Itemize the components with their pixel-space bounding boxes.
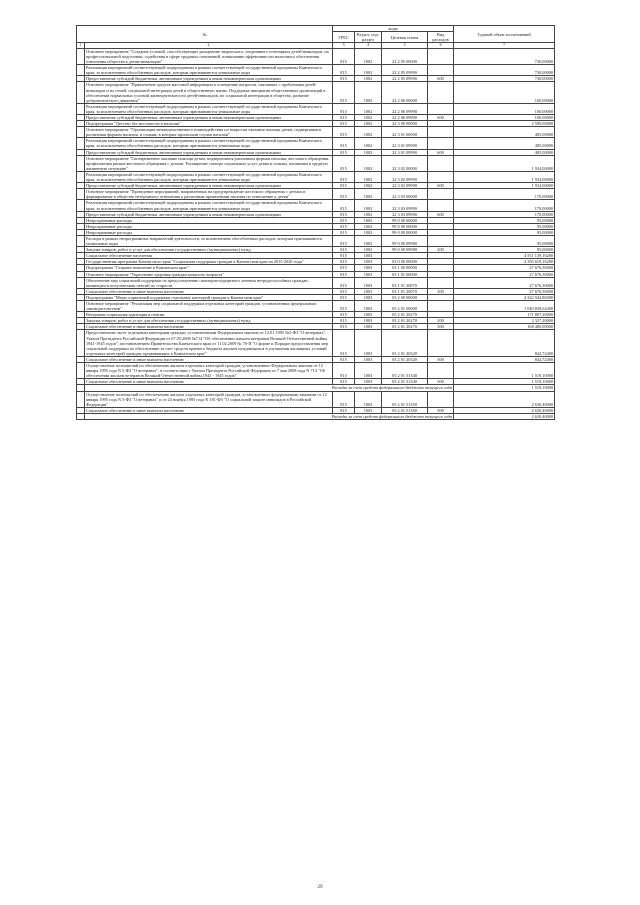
grbs-cell: 815 (333, 277, 355, 288)
item-name-cell: Предоставление субсидий бюджетным, автономным учреждениям и иным некоммерческим организациям (85, 115, 333, 121)
row-number-cell (77, 235, 85, 246)
vid-cell: 600 (428, 183, 454, 189)
razdel-cell: 1002 (355, 65, 382, 76)
table-row (77, 155, 555, 171)
table-row (77, 82, 555, 103)
target-cell: 03 2 01 51340 (382, 379, 428, 385)
target-cell: 22 2 06 09990 (382, 103, 428, 114)
amount-cell: 95,00000 (454, 235, 555, 246)
target-cell: 22 3 01 09990 (382, 149, 428, 155)
vid-cell (428, 155, 454, 171)
table-row (77, 330, 555, 356)
amount-cell: 170,00000 (454, 189, 555, 200)
header-razdel: Раздел, под-раздел (355, 32, 382, 43)
table-row (77, 65, 555, 76)
header-grbs: ГРБС (333, 32, 355, 43)
col-number: 3 (333, 43, 355, 49)
target-cell: 22 2 05 09990 (382, 76, 428, 82)
item-name-cell: Социальное обеспечение и иные выплаты населению (85, 324, 333, 330)
razdel-cell: 1002 (355, 211, 382, 217)
item-name-cell: Непрограммные расходы (85, 223, 333, 229)
grbs-cell: 815 (333, 200, 355, 211)
row-number-cell (77, 82, 85, 103)
target-cell: 03 2 01 51350 (382, 391, 428, 407)
razdel-cell: 1002 (355, 82, 382, 103)
vid-cell (428, 235, 454, 246)
grbs-cell: 815 (333, 189, 355, 200)
item-name-cell: Реализация мероприятий соответствующей подпрограммы в рамках соответствующей государственной программы Камчатского края, за исключением обособленных расходов, которым присваиваются уникальные коды (85, 200, 333, 211)
target-cell: 22 3 03 09990 (382, 200, 428, 211)
row-number-cell (77, 277, 85, 288)
item-name-cell: Государственная программа Камчатского края "Социальная поддержка граждан в Камчатском крае на 2015-2020 годы" (85, 259, 333, 265)
item-name-cell: Реализация мероприятий соответствующей подпрограммы в рамках соответствующей государственной программы Камчатского края, за исключением обособленных расходов, которым присваиваются уникальные коды (85, 138, 333, 149)
amount-cell: 95,00000 (454, 229, 555, 235)
grbs-cell: 815 (333, 121, 355, 127)
item-name-cell: Социальное обеспечение и иные выплаты населению (85, 379, 333, 385)
grbs-cell: 815 (333, 48, 355, 64)
razdel-cell: 1002 (355, 171, 382, 182)
target-cell: 22 2 05 00000 (382, 48, 428, 64)
amount-cell: 4 322 942,86580 (454, 294, 555, 300)
target-cell: 03 2 01 20320 (382, 330, 428, 356)
grbs-cell: 815 (333, 363, 355, 379)
grbs-cell: 815 (333, 229, 355, 235)
vid-cell (428, 171, 454, 182)
item-name-cell: Предоставление льгот отдельным категориям граждан, установленным Федеральным законом от 12.01.1995 №5-ФЗ "О ветеранах", Указом Президента Российской Федерации от 07.05.2008 №714 "Об обеспечении жильем ветеранов Великой Отечественной войны 1941-1945 годов", постановлением Правительства Камчатского края от 11.02.2009 № 70-П "О форме и Порядке предоставления мер социальной поддержки по обеспечению за счет средств краевого бюджета жильем нуждающихся в улучшении жилищных условий отдельных категорий граждан, проживающих в Камчатском крае" (85, 330, 333, 356)
vid-cell (428, 82, 454, 103)
budget-table-page (76, 25, 554, 420)
razdel-cell: 1002 (355, 183, 382, 189)
grbs-cell: 815 (333, 76, 355, 82)
target-cell: 03 1 01 20070 (382, 288, 428, 294)
table-row (77, 127, 555, 138)
item-name-cell: Ветеранам социальная адаптация в пенсии (85, 312, 333, 318)
amount-cell: 485,00000 (454, 149, 555, 155)
row-number-cell (77, 48, 85, 64)
target-cell: 22 3 02 00000 (382, 155, 428, 171)
col-number: 5 (382, 43, 428, 49)
header-amount: Годовой объем ассигнований (454, 26, 555, 43)
item-name-cell: Подпрограмма "Меры социальной поддержки отдельных категорий граждан в Камчатском крае" (85, 294, 333, 300)
amount-cell: 1 934,00000 (454, 171, 555, 182)
razdel-cell: 1002 (355, 200, 382, 211)
amount-cell: 4 551 139,16280 (454, 253, 555, 259)
item-name-cell: Предоставление субсидий бюджетным, автономным учреждениям и иным некоммерческим организациям (85, 183, 333, 189)
target-cell: 03 2 01 51350 (382, 407, 428, 413)
grbs-cell: 815 (333, 65, 355, 76)
table-row (77, 103, 555, 114)
item-name-cell: Предоставление субсидий бюджетным, автономным учреждениям и иным некоммерческим организациям (85, 76, 333, 82)
target-cell: 22 2 06 09990 (382, 115, 428, 121)
table-row (77, 138, 555, 149)
grbs-cell: 815 (333, 155, 355, 171)
target-cell: 99 0 00 09980 (382, 247, 428, 253)
target-cell: 22 3 02 09990 (382, 171, 428, 182)
grbs-cell: 815 (333, 235, 355, 246)
amount-cell: 168 480,00000 (454, 324, 555, 330)
table-row (77, 277, 555, 288)
target-cell: 99 0 00 00000 (382, 223, 428, 229)
grbs-cell: 815 (333, 271, 355, 277)
grbs-cell: 815 (333, 253, 355, 259)
razdel-cell: 1002 (355, 235, 382, 246)
table-row (77, 363, 555, 379)
item-name-cell: Основное мероприятие "Укрепление здоровья граждан пожилого возраста" (85, 271, 333, 277)
table-row (77, 48, 555, 64)
razdel-cell: 1002 (355, 138, 382, 149)
item-name-cell: Обеспечение мер социальной поддержки по предоставлению санаторно-курортного лечения нетрудоспособных граждан, являющихся получателями пенсий по старости (85, 277, 333, 288)
grbs-cell: 815 (333, 171, 355, 182)
table-body (77, 48, 555, 419)
vid-cell (428, 65, 454, 76)
razdel-cell: 1002 (355, 217, 382, 223)
item-name-cell: Основное мероприятие "Проведение мероприятий, направленных на предупреждение жестокого обращения с детьми и формирование в обществе нетерпимого отношения к различным проявлениям насилия по отношению к детям" (85, 189, 333, 200)
item-name-cell: Реализация мероприятий соответствующей подпрограммы в рамках соответствующей государственной программы Камчатского края, за исключением обособленных расходов, которым присваиваются уникальные коды (85, 65, 333, 76)
table-row (77, 189, 555, 200)
item-name-cell: Непрограммные расходы (85, 217, 333, 223)
page-number: 29 (317, 885, 323, 890)
grbs-cell: 815 (333, 301, 355, 312)
vid-cell (428, 189, 454, 200)
amount-cell: 842,72400 (454, 356, 555, 362)
item-name-cell: Расходы в рамках непрограммных направлений деятельности, за исключением обособленных расходов, которым присваиваются уникальные коды (85, 235, 333, 246)
amount-cell: 95,00000 (454, 223, 555, 229)
item-name-cell: Реализация мероприятий соответствующей подпрограммы в рамках соответствующей государственной программы Камчатского края, за исключением обособленных расходов, которым присваиваются уникальные коды (85, 103, 333, 114)
razdel-cell: 1003 (355, 363, 382, 379)
target-cell: 03 2 01 20320 (382, 356, 428, 362)
amount-cell: 842,72400 (454, 330, 555, 356)
razdel-cell: 1002 (355, 229, 382, 235)
amount-cell: 100,00000 (454, 115, 555, 121)
target-cell: 22 3 01 00000 (382, 127, 428, 138)
item-name-cell: Основное мероприятие "Своевременное оказание помощи детям, подвергшимся различным формам насилия, жестокого обращения, профилактика рисков жестокого обращения с детьми. Расширение спектра социальных услуг детям и семьям, попавшим в трудную жизненную ситуацию" (85, 155, 333, 171)
razdel-cell: 1002 (355, 155, 382, 171)
item-name-cell: Непрограммные расходы (85, 229, 333, 235)
vid-cell (428, 138, 454, 149)
grbs-cell: 815 (333, 356, 355, 362)
target-cell: 22 3 03 09990 (382, 211, 428, 217)
amount-cell: 95,00000 (454, 247, 555, 253)
item-name-cell: Основное мероприятие "Реализация мер социальной поддержки отдельных категорий граждан, установленных федеральным законодательством" (85, 301, 333, 312)
table-row (77, 235, 555, 246)
item-name-cell: Реализация мероприятий соответствующей подпрограммы в рамках соответствующей государственной программы Камчатского края, за исключением обособленных расходов, которым присваиваются уникальные коды (85, 171, 333, 182)
amount-cell: 171 807,20000 (454, 312, 555, 318)
grbs-cell: 815 (333, 324, 355, 330)
grbs-cell: 815 (333, 407, 355, 413)
row-number-cell (77, 330, 85, 356)
razdel-cell: 1003 (355, 288, 382, 294)
row-number-cell (77, 200, 85, 211)
vid-cell: 300 (428, 288, 454, 294)
razdel-cell: 1002 (355, 127, 382, 138)
table-header (77, 26, 555, 49)
amount-cell: 1 519,10000 (454, 379, 555, 385)
item-name-cell: Основное мероприятие "Создание условий, способствующих раскрытию творческого, спортивного потенциала детей-инвалидов, их профессиональной подготовки, содействия в сфере трудовых отношений, повышению эффективности налогового обеспечения отношения общества к детям-инвалидам" (85, 48, 333, 64)
grbs-cell: 815 (333, 259, 355, 265)
row-number-cell (77, 138, 85, 149)
vid-cell: 600 (428, 76, 454, 82)
amount-cell: 2 630,40000 (454, 413, 555, 419)
col-number: 4 (355, 43, 382, 49)
table-row (77, 391, 555, 407)
grbs-cell: 815 (333, 379, 355, 385)
razdel-cell: 1003 (355, 294, 382, 300)
col-number: 7 (454, 43, 555, 49)
item-name-cell: Подпрограмма "Старшее поколение в Камчатском крае" (85, 265, 333, 271)
budget-table (76, 25, 555, 420)
amount-cell: 2 630,40000 (454, 391, 555, 407)
vid-cell: 300 (428, 324, 454, 330)
grbs-cell: 815 (333, 149, 355, 155)
note-cell: Расходы за счет средств федерального бюджета текущего года (85, 413, 454, 419)
target-cell: 03 2 00 00000 (382, 294, 428, 300)
item-name-cell: Закупка товаров, работ и услуг для обеспечения государственных (муниципальных) нужд (85, 247, 333, 253)
razdel-cell: 1003 (355, 259, 382, 265)
target-cell: 03 2 01 20270 (382, 324, 428, 330)
razdel-cell: 1003 (355, 312, 382, 318)
grbs-cell: 815 (333, 103, 355, 114)
razdel-cell: 1003 (355, 277, 382, 288)
grbs-cell: 815 (333, 82, 355, 103)
amount-cell: 1 040 838,02400 (454, 301, 555, 312)
item-name-cell: Осуществление полномочий по обеспечению жильем отдельных категорий граждан, установленных федеральными законами от 12 января 1995 года N 5-ФЗ "О ветеранах" и от 24 ноября 1995 года N 181-ФЗ "О социальной защите инвалидов в Российской Федерации" (85, 391, 333, 407)
vid-cell (428, 103, 454, 114)
table-note-row (77, 413, 555, 419)
amount-cell: 1 934,00000 (454, 155, 555, 171)
grbs-cell: 815 (333, 183, 355, 189)
target-cell: 22 2 05 09990 (382, 65, 428, 76)
vid-cell (428, 127, 454, 138)
grbs-cell: 815 (333, 288, 355, 294)
header-codes-group: коды (333, 26, 454, 32)
target-cell: 03 0 00 00000 (382, 259, 428, 265)
amount-cell: 485,00000 (454, 138, 555, 149)
target-cell: 22 2 06 00000 (382, 82, 428, 103)
razdel-cell: 1003 (355, 318, 382, 324)
table-row (77, 200, 555, 211)
target-cell: 03 1 01 20070 (382, 277, 428, 288)
amount-cell: 4 350 619,16280 (454, 259, 555, 265)
razdel-cell: 1002 (355, 189, 382, 200)
header-target: Целевая статья (382, 32, 428, 43)
vid-cell (428, 200, 454, 211)
target-cell: 22 3 00 00000 (382, 121, 428, 127)
amount-cell: 1 519,10000 (454, 385, 555, 391)
razdel-cell: 1002 (355, 103, 382, 114)
razdel-cell: 1003 (355, 253, 382, 259)
razdel-cell: 1002 (355, 149, 382, 155)
razdel-cell: 1003 (355, 265, 382, 271)
vid-cell: 300 (428, 379, 454, 385)
razdel-cell: 1002 (355, 247, 382, 253)
target-cell: 03 1 00 00000 (382, 265, 428, 271)
grbs-cell: 815 (333, 115, 355, 121)
razdel-cell: 1003 (355, 379, 382, 385)
target-cell: 99 0 00 09980 (382, 235, 428, 246)
target-cell: 03 2 01 00000 (382, 301, 428, 312)
amount-cell: 27 676,30000 (454, 271, 555, 277)
target-cell: 99 0 00 00000 (382, 217, 428, 223)
razdel-cell: 1003 (355, 324, 382, 330)
amount-cell: 2 327,20000 (454, 318, 555, 324)
amount-cell: 1 934,00000 (454, 183, 555, 189)
grbs-cell: 815 (333, 265, 355, 271)
row-number-cell (77, 155, 85, 171)
item-name-cell: Основное мероприятие "Организация межведомственного взаимодействия по вопросам оказания помощи детям, подвергшимся различным формам насилия, и семьям, в которых произошли случаи насилия" (85, 127, 333, 138)
item-name-cell: Предоставление субсидий бюджетным, автономным учреждениям и иным некоммерческим организациям (85, 149, 333, 155)
razdel-cell: 1002 (355, 48, 382, 64)
grbs-cell: 815 (333, 247, 355, 253)
target-cell: 22 3 02 09990 (382, 183, 428, 189)
row-number-cell (77, 171, 85, 182)
target-cell: 03 1 01 00000 (382, 271, 428, 277)
row-number-cell (77, 391, 85, 407)
razdel-cell: 1003 (355, 271, 382, 277)
grbs-cell: 815 (333, 330, 355, 356)
row-number-cell (77, 103, 85, 114)
table-row (77, 171, 555, 182)
razdel-cell: 1003 (355, 301, 382, 312)
amount-cell: 2 630,40000 (454, 407, 555, 413)
razdel-cell: 1002 (355, 76, 382, 82)
table-row (77, 301, 555, 312)
razdel-cell: 1003 (355, 356, 382, 362)
grbs-cell: 815 (333, 211, 355, 217)
razdel-cell: 1002 (355, 121, 382, 127)
row-number-cell (77, 363, 85, 379)
vid-cell: 600 (428, 149, 454, 155)
vid-cell: 300 (428, 356, 454, 362)
grbs-cell: 815 (333, 138, 355, 149)
col-number: 6 (428, 43, 454, 49)
amount-cell: 730,00000 (454, 76, 555, 82)
grbs-cell: 815 (333, 312, 355, 318)
item-name-cell: Социальное обеспечение и иные выплаты населению (85, 407, 333, 413)
amount-cell: 27 676,30000 (454, 288, 555, 294)
target-cell: 22 3 03 00000 (382, 189, 428, 200)
row-number-cell (77, 127, 85, 138)
vid-cell (428, 363, 454, 379)
amount-cell: 27 676,30000 (454, 277, 555, 288)
amount-cell: 1 519,10000 (454, 363, 555, 379)
razdel-cell: 1003 (355, 391, 382, 407)
amount-cell: 730,00000 (454, 65, 555, 76)
grbs-cell: 815 (333, 217, 355, 223)
item-name-cell: Социальное обеспечение и иные выплаты населению (85, 356, 333, 362)
razdel-cell: 1003 (355, 330, 382, 356)
header-number: № (77, 26, 333, 43)
item-name-cell: Закупка товаров, работ и услуг для обеспечения государственных (муниципальных) нужд (85, 318, 333, 324)
row-number-cell (77, 301, 85, 312)
target-cell: 99 0 00 00000 (382, 229, 428, 235)
target-cell: 03 2 01 20270 (382, 312, 428, 318)
grbs-cell: 815 (333, 318, 355, 324)
grbs-cell: 815 (333, 127, 355, 138)
header-vid: Вид расходов (428, 32, 454, 43)
vid-cell (428, 391, 454, 407)
vid-cell (428, 301, 454, 312)
amount-cell: 730,00000 (454, 48, 555, 64)
amount-cell: 170,00000 (454, 211, 555, 217)
col-number: 1 (77, 43, 85, 49)
item-name-cell: Предоставление субсидий бюджетным, автономным учреждениям и иным некоммерческим организациям (85, 211, 333, 217)
row-number-cell (77, 189, 85, 200)
razdel-cell: 1003 (355, 407, 382, 413)
target-cell: 03 2 01 20270 (382, 318, 428, 324)
amount-cell: 100,00000 (454, 82, 555, 103)
amount-cell: 100,00000 (454, 103, 555, 114)
vid-cell: 200 (428, 247, 454, 253)
amount-cell: 95,00000 (454, 217, 555, 223)
amount-cell: 485,00000 (454, 127, 555, 138)
item-name-cell: Социальное обеспечение населения (85, 253, 333, 259)
grbs-cell: 815 (333, 391, 355, 407)
col-number: 2 (85, 43, 333, 49)
grbs-cell: 815 (333, 294, 355, 300)
vid-cell (428, 48, 454, 64)
note-cell: Расходы за счет средств федерального бюджета текущего года (85, 385, 454, 391)
row-number-cell (77, 65, 85, 76)
amount-cell: 27 676,30000 (454, 265, 555, 271)
amount-cell: 170,00000 (454, 200, 555, 211)
vid-cell: 200 (428, 318, 454, 324)
vid-cell: 300 (428, 407, 454, 413)
target-cell: 03 2 01 51340 (382, 363, 428, 379)
item-name-cell: Осуществление полномочий по обеспечению жильем отдельных категорий граждан, установленных Федеральным законом от 12 января 1995 года N 5-ФЗ "О ветеранах", в соответствии с Указом Президента Российской Федерации от 7 мая 2008 года N 714 "Об обеспечении жильем ветеранов Великой Отечественной войны 1941 - 1945 годов" (85, 363, 333, 379)
vid-cell (428, 330, 454, 356)
grbs-cell: 815 (333, 223, 355, 229)
target-cell: 22 3 01 09990 (382, 138, 428, 149)
amount-cell: 2 509,00000 (454, 121, 555, 127)
vid-cell: 600 (428, 211, 454, 217)
razdel-cell: 1002 (355, 115, 382, 121)
row-number-cell (77, 413, 85, 419)
item-name-cell: Социальное обеспечение и иные выплаты населению (85, 288, 333, 294)
item-name-cell: Подпрограмма "Детство без жестокости и насилия" (85, 121, 333, 127)
item-name-cell: Основное мероприятие "Привлечение средств массовой информации к освещению вопросов, связанных с проблемами детей-инвалидов и их семей, социальной интеграции детей в общественную жизнь. Поддержка инициатив общественных организаций в обеспечении нормальных условий жизнедеятельности детей-инвалидов, их социальной интеграции в общество, развитие добровольческого движения" (85, 82, 333, 103)
vid-cell (428, 277, 454, 288)
vid-cell: 600 (428, 115, 454, 121)
razdel-cell: 1002 (355, 223, 382, 229)
